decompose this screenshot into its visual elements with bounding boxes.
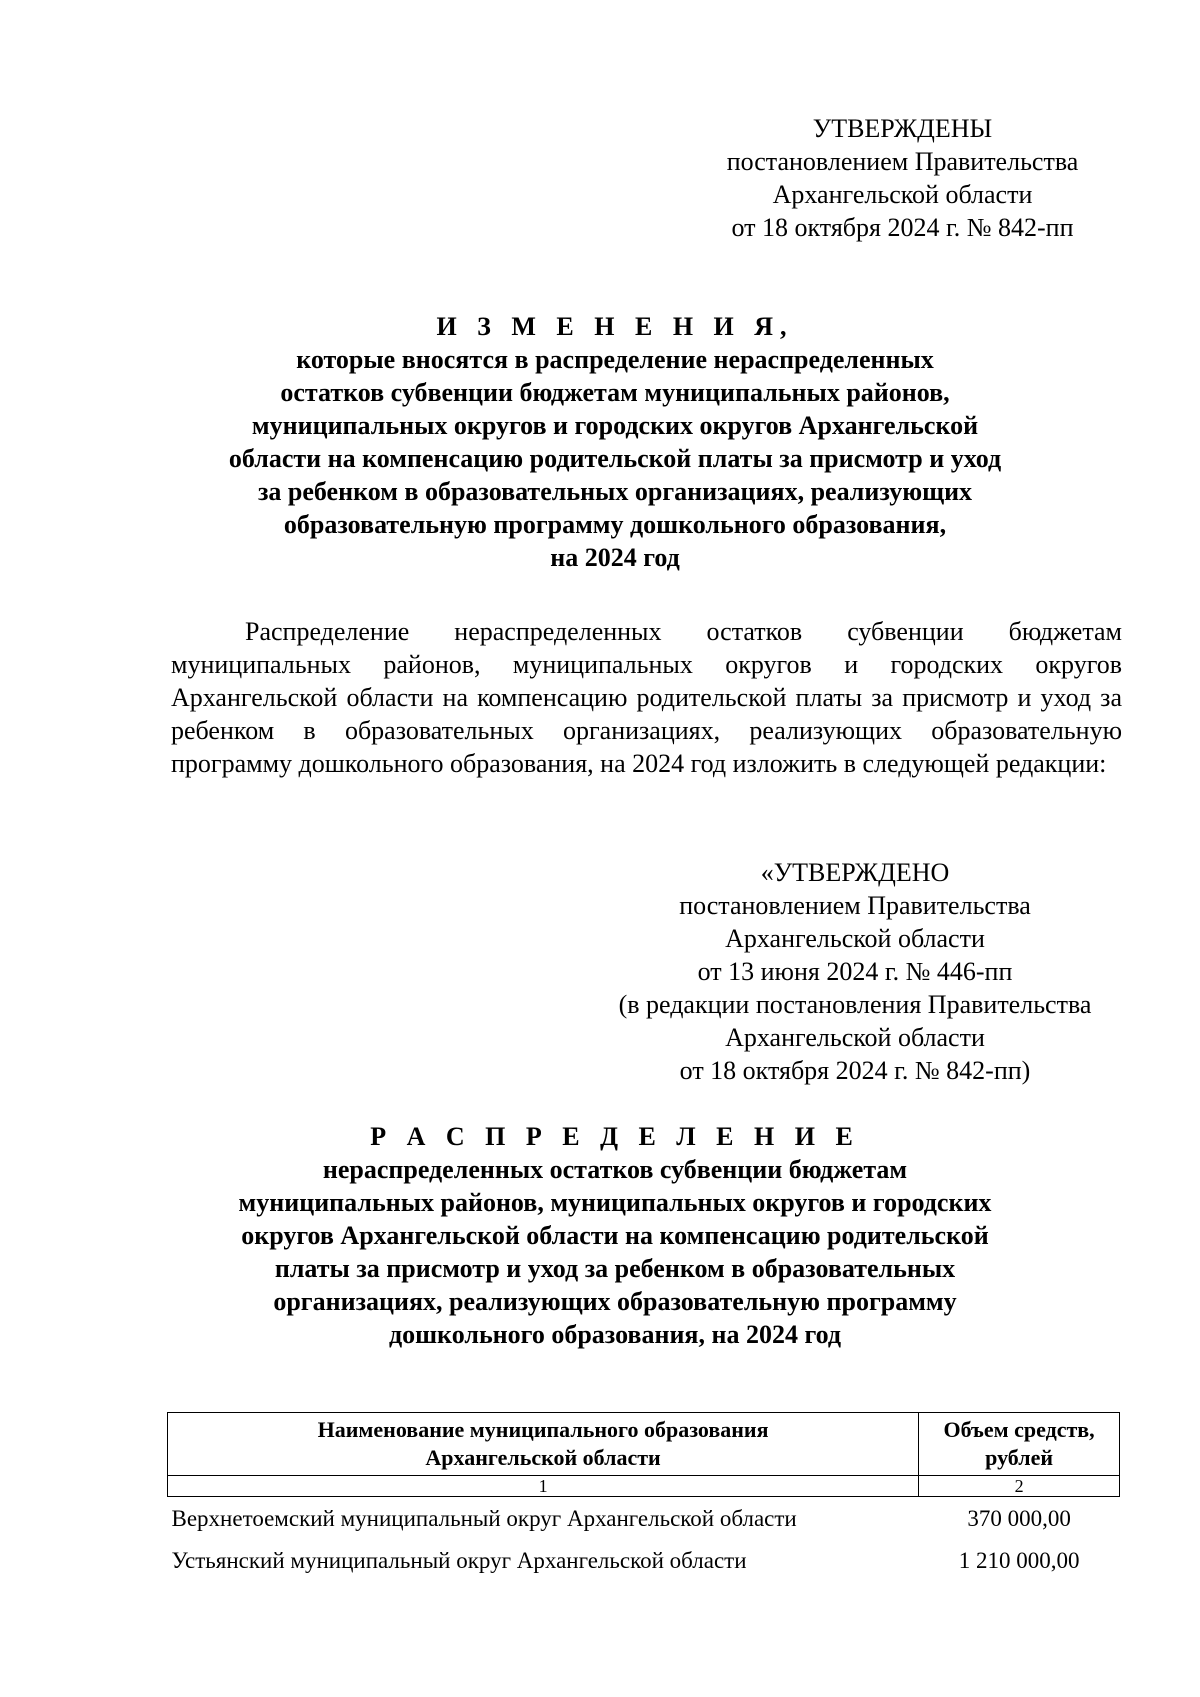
approval2-date: от 18 октября 2024 г. № 842-пп) [679,1056,1031,1085]
heading-line: на 2024 год [550,543,680,572]
approval2-date: от 13 июня 2024 г. № 446-пп [697,957,1013,986]
table-row [168,1539,1120,1581]
changes-title: И З М Е Н Е Н И Я, [436,312,794,341]
row-name: Верхнетоемский муниципальный округ Архангельской области [171,1506,797,1531]
row-amount: 1 210 000,00 [958,1548,1080,1573]
header-amount-line1: Объем средств, [943,1417,1095,1442]
approval-line: Архангельской области [772,180,1033,209]
approval2-line: Архангельской области [725,924,985,953]
heading-line: остатков субвенции бюджетам муниципальных районов, [280,378,950,407]
header-amount [919,1413,1120,1476]
heading-line: области на компенсацию родительской платы за присмотр и уход [228,444,1002,473]
column-number-row [168,1476,1120,1497]
approval2-line: постановлением Правительства [679,891,1031,920]
table-header-row [168,1413,1120,1476]
row-name: Устьянский муниципальный округ Архангельской области [171,1548,747,1573]
changes-heading [170,310,1060,574]
header-name-line1: Наименование муниципального образования [317,1417,769,1442]
approval-stamp-quoted [585,856,1125,1087]
approval-stamp [690,112,1115,244]
approval2-line: (в редакции постановления Правительства [618,990,1092,1019]
heading2-line: дошкольного образования, на 2024 год [388,1320,842,1349]
approval2-title: «УТВЕРЖДЕНО [760,858,950,887]
distribution-table [167,1412,1120,1581]
approval-title: УТВЕРЖДЕНЫ [812,114,993,143]
heading-line: образовательную программу дошкольного образования, [283,510,947,539]
table-row [168,1497,1120,1540]
header-name [168,1413,919,1476]
distribution-title: Р А С П Р Е Д Е Л Е Н И Е [370,1122,860,1151]
body-paragraph: Распределение нераспределенных остатков субвенции бюджетам муниципальных районов, муниципальных округов и городских округов Архангельской области на компенсацию родительской платы за присмотр и уход за ребенком в образовательных организациях, реализующих образовательную программу дошкольного образования, на 2024 год изложить в следующей редакции: [171,617,1122,778]
column-number: 1 [168,1476,919,1497]
heading2-line: муниципальных районов, муниципальных округов и городских [238,1188,992,1217]
header-amount-line2: рублей [985,1445,1054,1470]
header-name-line2: Архангельской области [425,1445,661,1470]
heading-line: которые вносятся в распределение нераспределенных [296,345,934,374]
row-amount: 370 000,00 [967,1506,1071,1531]
heading-line: муниципальных округов и городских округов Архангельской [251,411,979,440]
column-number: 2 [919,1476,1120,1497]
heading2-line: нераспределенных остатков субвенции бюджетам [322,1155,908,1184]
heading2-line: округов Архангельской области на компенсацию родительской [241,1221,989,1250]
approval-date: от 18 октября 2024 г. № 842-пп [731,213,1074,242]
heading2-line: организациях, реализующих образовательную программу [273,1287,957,1316]
distribution-heading [170,1120,1060,1351]
approval-line: постановлением Правительства [726,147,1079,176]
heading2-line: платы за присмотр и уход за ребенком в образовательных [274,1254,956,1283]
heading-line: за ребенком в образовательных организациях, реализующих [257,477,973,506]
approval2-line: Архангельской области [725,1023,985,1052]
